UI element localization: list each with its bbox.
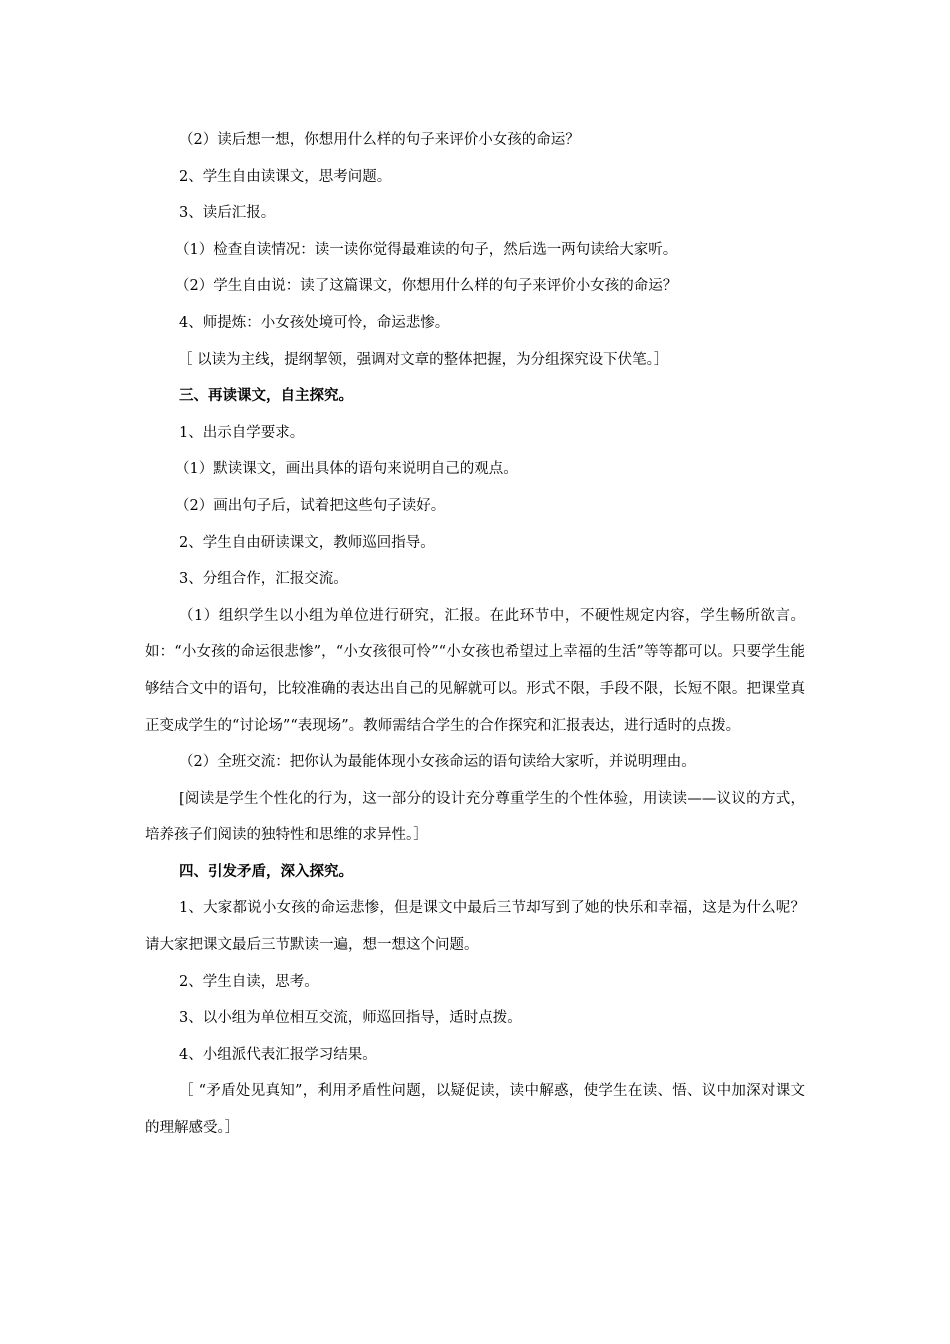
section-heading: 三、再读课文，自主探究。 xyxy=(179,387,353,405)
section-heading: 四、引发矛盾，深入探究。 xyxy=(179,862,353,880)
annotation-note: ［ 以读为主线，提纲挈领，强调对文章的整体把握，为分组探究设下伏笔。］ xyxy=(178,351,669,368)
annotation-note: ［ “矛盾处见真知”，利用矛盾性问题，以疑促读，读中解惑，使学生在读、悟、议中加深对课文的理解感受。］ xyxy=(145,1083,805,1137)
document-body xyxy=(145,122,805,1147)
text-line: 1、出示自学要求。 xyxy=(179,424,305,441)
text-paragraph: （1）组织学生以小组为单位进行研究，汇报。在此环节中，不硬性规定内容，学生畅所欲言。如：“小女孩的命运很悲惨”，“小女孩很可怜”“小女孩也希望过上幸福的生活”等等都可以。只要学生能够结合文中的语句，比较准确的表达出自己的见解就可以。形式不限，手段不限，长短不限。把课堂真正变成学生的“讨论场”“表现场”。教师需结合学生的合作探究和汇报表达，进行适时的点拨。 xyxy=(145,607,805,734)
text-line: （2）学生自由说：读了这篇课文，你想用什么样的句子来评价小女孩的命运？ xyxy=(175,278,678,295)
text-line: 3、以小组为单位相互交流，师巡回指导，适时点拨。 xyxy=(179,1010,522,1027)
annotation-note: [阅读是学生个性化的行为，这一部分的设计充分尊重学生的个性体验，用读读——议议的方式，培养孩子们阅读的独特性和思维的求异性。］ xyxy=(145,790,805,844)
text-line: （2）读后想一想，你想用什么样的句子来评价小女孩的命运？ xyxy=(179,132,580,148)
text-line: （1）检查自读情况：读一读你觉得最难读的句子，然后选一两句读给大家听。 xyxy=(175,241,678,258)
text-line: （2）全班交流：把你认为最能体现小女孩命运的语句读给大家听，并说明理由。 xyxy=(179,754,696,771)
text-line: 4、小组派代表汇报学习结果。 xyxy=(179,1046,377,1063)
text-paragraph: 1、大家都说小女孩的命运悲惨，但是课文中最后三节却写到了她的快乐和幸福，这是为什么呢？请大家把课文最后三节默读一遍，想一想这个问题。 xyxy=(145,900,805,954)
text-line: 2、学生自读，思考。 xyxy=(179,973,319,990)
text-line: 2、学生自由读课文，思考问题。 xyxy=(179,168,392,185)
text-line: 3、读后汇报。 xyxy=(179,205,276,222)
text-line: （2）画出句子后，试着把这些句子读好。 xyxy=(175,497,446,514)
text-line: 4、师提炼：小女孩处境可怜，命运悲惨。 xyxy=(179,314,450,331)
text-line: （1）默读课文，画出具体的语句来说明自己的观点。 xyxy=(175,461,518,478)
text-line: 3、分组合作，汇报交流。 xyxy=(179,571,348,588)
text-line: 2、学生自由研读课文，教师巡回指导。 xyxy=(179,534,435,551)
